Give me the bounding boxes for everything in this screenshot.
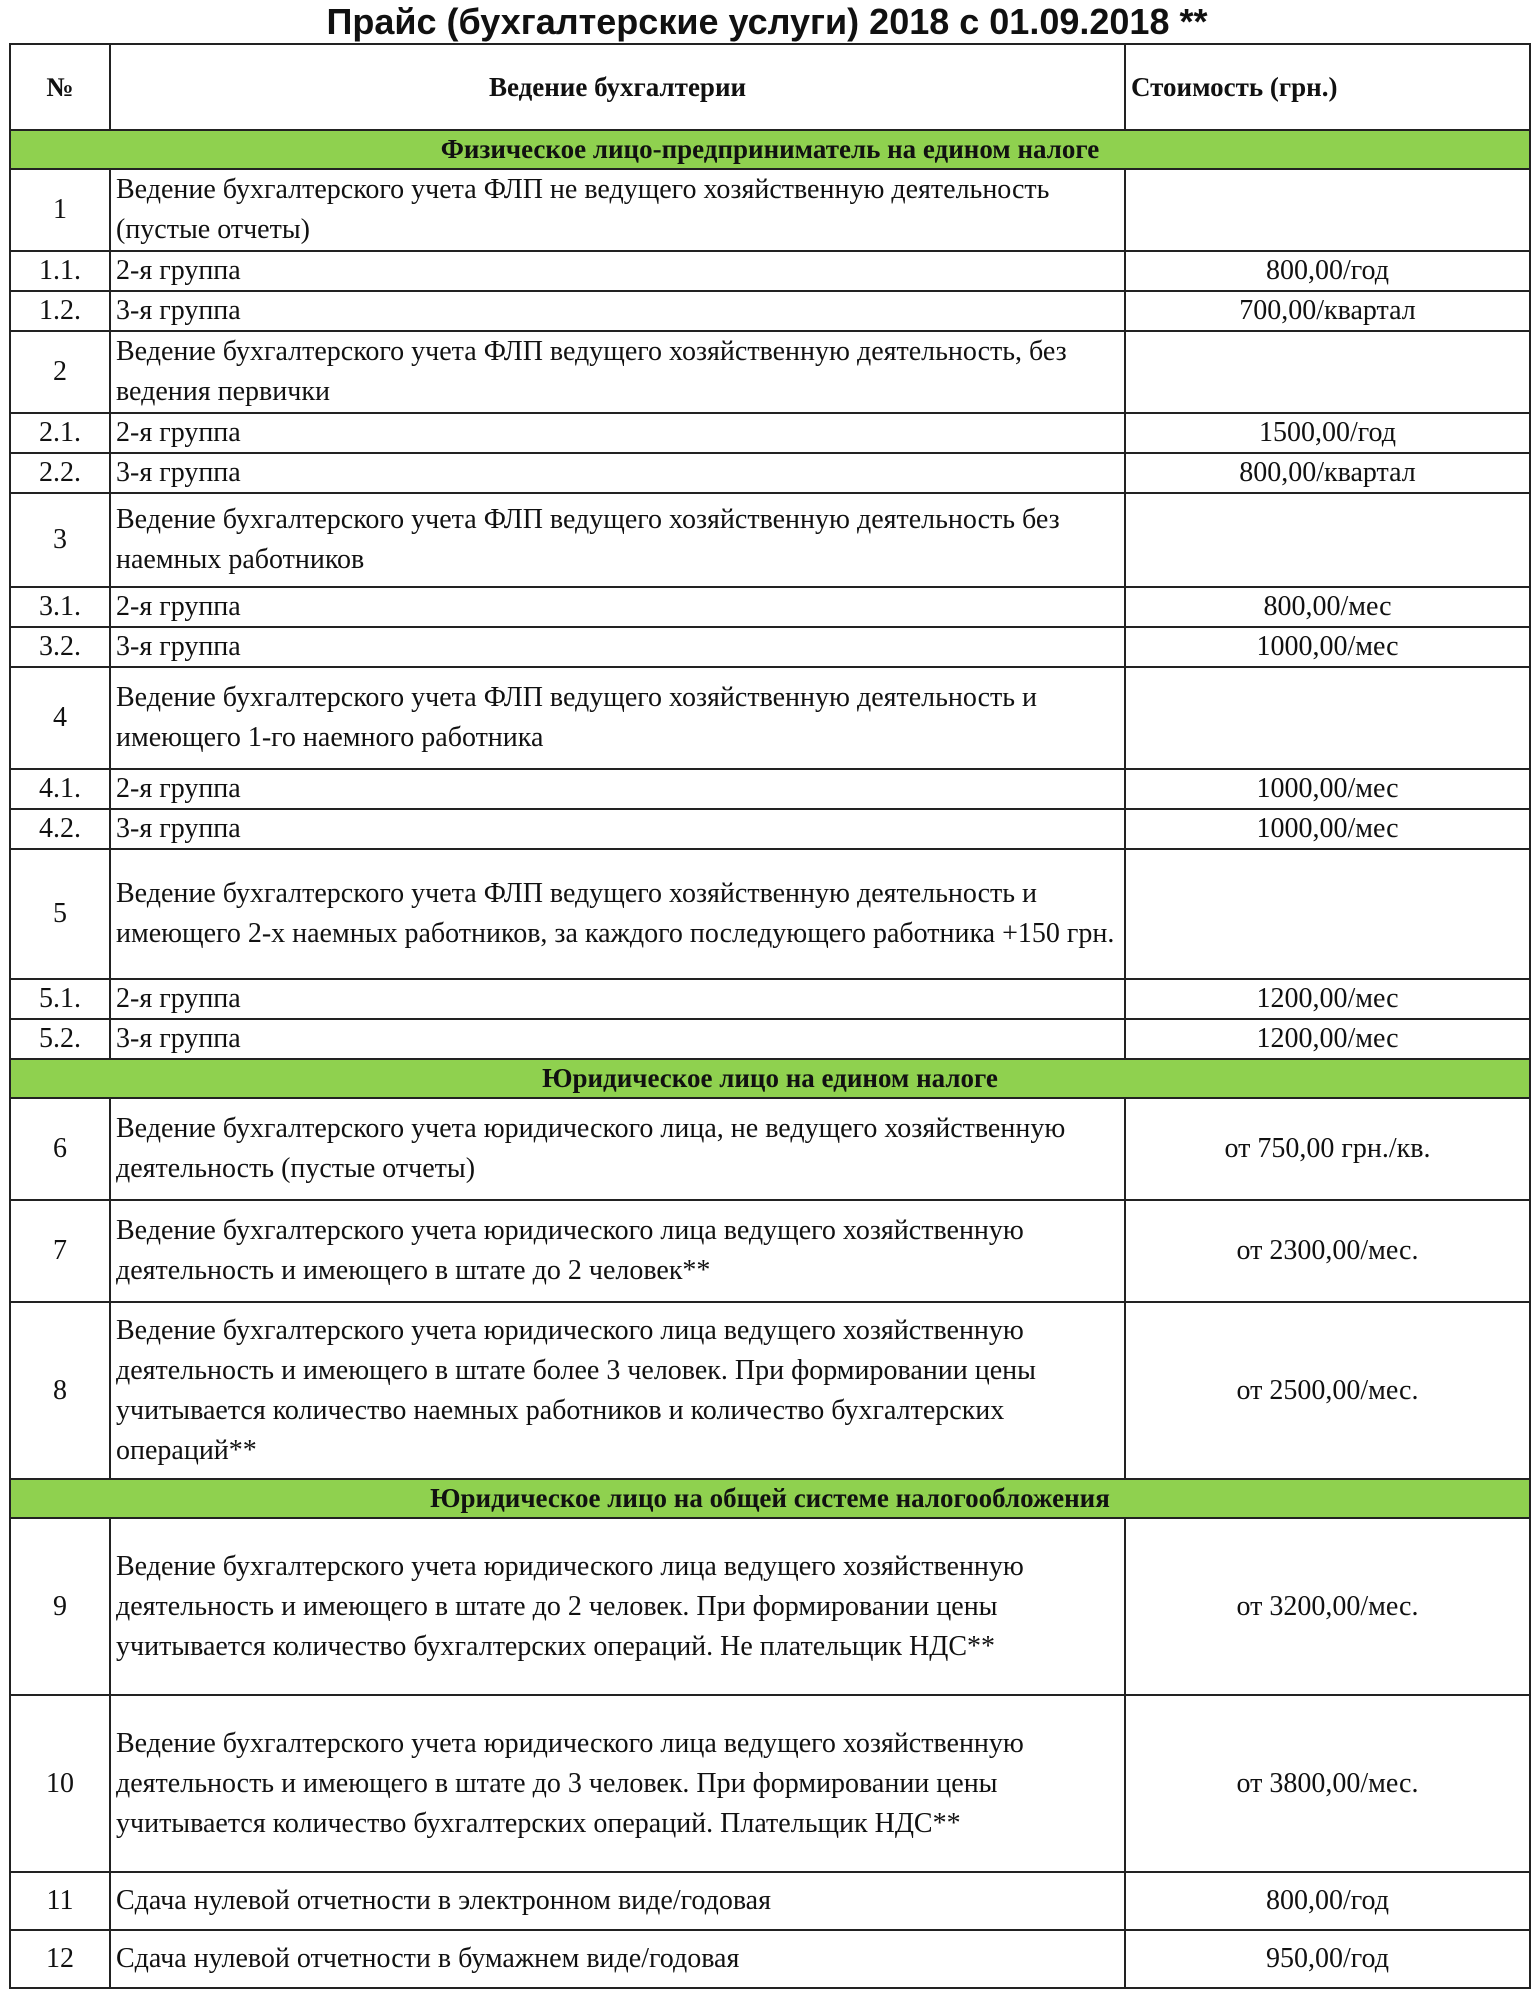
row-num: 3.1. (10, 587, 110, 627)
row-num: 10 (10, 1695, 110, 1872)
table-row (10, 849, 1530, 979)
row-num: 5 (10, 849, 110, 979)
table-row (10, 413, 1530, 453)
row-description: Ведение бухгалтерского учета юридического лица ведущего хозяйственную деятельность и имеющего в штате до 2 человек** (110, 1200, 1125, 1302)
section-title: Юридическое лицо на едином налоге (10, 1059, 1530, 1098)
table-row (10, 493, 1530, 587)
row-description: Сдача нулевой отчетности в электронном виде/годовая (110, 1872, 1125, 1930)
row-price: 800,00/год (1125, 1872, 1530, 1930)
section-row (10, 1059, 1530, 1098)
row-description: 3-я группа (110, 627, 1125, 667)
row-price: 1200,00/мес (1125, 1019, 1530, 1059)
table-row (10, 587, 1530, 627)
table-row (10, 627, 1530, 667)
row-price: от 2500,00/мес. (1125, 1302, 1530, 1479)
row-description: Ведение бухгалтерского учета ФЛП ведущего хозяйственную деятельность, без ведения первички (110, 331, 1125, 413)
row-description: Ведение бухгалтерского учета ФЛП ведущего хозяйственную деятельность без наемных работников (110, 493, 1125, 587)
row-num: 8 (10, 1302, 110, 1479)
table-row (10, 1872, 1530, 1930)
row-num: 3 (10, 493, 110, 587)
row-description: 3-я группа (110, 291, 1125, 331)
row-price: 800,00/мес (1125, 587, 1530, 627)
price-table (9, 43, 1531, 1989)
row-description: Ведение бухгалтерского учета юридического лица ведущего хозяйственную деятельность и имеющего в штате до 3 человек. При формировании цены учитывается количество бухгалтерских операций. Плательщик НДС** (110, 1695, 1125, 1872)
row-description: 3-я группа (110, 453, 1125, 493)
row-num: 3.2. (10, 627, 110, 667)
row-num: 7 (10, 1200, 110, 1302)
row-num: 9 (10, 1518, 110, 1695)
row-description: 3-я группа (110, 1019, 1125, 1059)
row-description: Ведение бухгалтерского учета ФЛП ведущего хозяйственную деятельность и имеющего 2-х наемных работников, за каждого последующего работника +150 грн. (110, 849, 1125, 979)
row-num: 4.1. (10, 769, 110, 809)
header-num: № (10, 44, 110, 130)
row-num: 4.2. (10, 809, 110, 849)
row-price: 950,00/год (1125, 1930, 1530, 1988)
row-description: Ведение бухгалтерского учета юридического лица, не ведущего хозяйственную деятельность (пустые отчеты) (110, 1098, 1125, 1200)
row-description: 2-я группа (110, 413, 1125, 453)
table-row (10, 1518, 1530, 1695)
row-num: 1.2. (10, 291, 110, 331)
table-row (10, 1930, 1530, 1988)
table-row (10, 1302, 1530, 1479)
row-price: 1000,00/мес (1125, 809, 1530, 849)
row-price: 700,00/квартал (1125, 291, 1530, 331)
row-price: от 2300,00/мес. (1125, 1200, 1530, 1302)
table-row (10, 169, 1530, 251)
row-description: 2-я группа (110, 251, 1125, 291)
row-num: 2 (10, 331, 110, 413)
page-title: Прайс (бухгалтерские услуги) 2018 с 01.09.2018 ** (326, 1, 1208, 42)
table-row (10, 1098, 1530, 1200)
row-num: 5.1. (10, 979, 110, 1019)
section-row (10, 130, 1530, 169)
header-description: Ведение бухгалтерии (110, 44, 1125, 130)
row-num: 4 (10, 667, 110, 769)
table-row (10, 1019, 1530, 1059)
row-price: 1000,00/мес (1125, 769, 1530, 809)
row-price (1125, 493, 1530, 587)
row-price: 800,00/квартал (1125, 453, 1530, 493)
table-row (10, 251, 1530, 291)
row-price: 800,00/год (1125, 251, 1530, 291)
table-row (10, 1200, 1530, 1302)
row-description: 2-я группа (110, 769, 1125, 809)
section-title: Физическое лицо-предприниматель на едином налоге (10, 130, 1530, 169)
section-row (10, 1479, 1530, 1518)
row-num: 2.1. (10, 413, 110, 453)
row-description: 2-я группа (110, 587, 1125, 627)
table-row (10, 331, 1530, 413)
table-header-row (10, 44, 1530, 130)
row-description: 3-я группа (110, 809, 1125, 849)
row-num: 5.2. (10, 1019, 110, 1059)
row-price (1125, 849, 1530, 979)
row-price: от 750,00 грн./кв. (1125, 1098, 1530, 1200)
row-num: 6 (10, 1098, 110, 1200)
header-price: Стоимость (грн.) (1125, 44, 1530, 130)
row-price (1125, 331, 1530, 413)
row-price (1125, 667, 1530, 769)
row-description: 2-я группа (110, 979, 1125, 1019)
section-title: Юридическое лицо на общей системе налогообложения (10, 1479, 1530, 1518)
row-description: Ведение бухгалтерского учета юридического лица ведущего хозяйственную деятельность и имеющего в штате до 2 человек. При формировании цены учитывается количество бухгалтерских операций. Не плательщик НДС** (110, 1518, 1125, 1695)
table-row (10, 453, 1530, 493)
row-price (1125, 169, 1530, 251)
row-num: 12 (10, 1930, 110, 1988)
table-row (10, 291, 1530, 331)
table-row (10, 1695, 1530, 1872)
row-description: Сдача нулевой отчетности в бумажнем виде/годовая (110, 1930, 1125, 1988)
row-price: 1500,00/год (1125, 413, 1530, 453)
row-price: 1200,00/мес (1125, 979, 1530, 1019)
row-price: от 3200,00/мес. (1125, 1518, 1530, 1695)
table-row (10, 979, 1530, 1019)
row-description: Ведение бухгалтерского учета ФЛП не ведущего хозяйственную деятельность (пустые отчеты) (110, 169, 1125, 251)
row-num: 2.2. (10, 453, 110, 493)
row-num: 11 (10, 1872, 110, 1930)
row-price: от 3800,00/мес. (1125, 1695, 1530, 1872)
row-description: Ведение бухгалтерского учета ФЛП ведущего хозяйственную деятельность и имеющего 1-го наемного работника (110, 667, 1125, 769)
row-description: Ведение бухгалтерского учета юридического лица ведущего хозяйственную деятельность и имеющего в штате более 3 человек. При формировании цены учитывается количество наемных работников и количество бухгалтерских операций** (110, 1302, 1125, 1479)
table-row (10, 809, 1530, 849)
table-row (10, 667, 1530, 769)
row-price: 1000,00/мес (1125, 627, 1530, 667)
row-num: 1 (10, 169, 110, 251)
table-row (10, 769, 1530, 809)
row-num: 1.1. (10, 251, 110, 291)
